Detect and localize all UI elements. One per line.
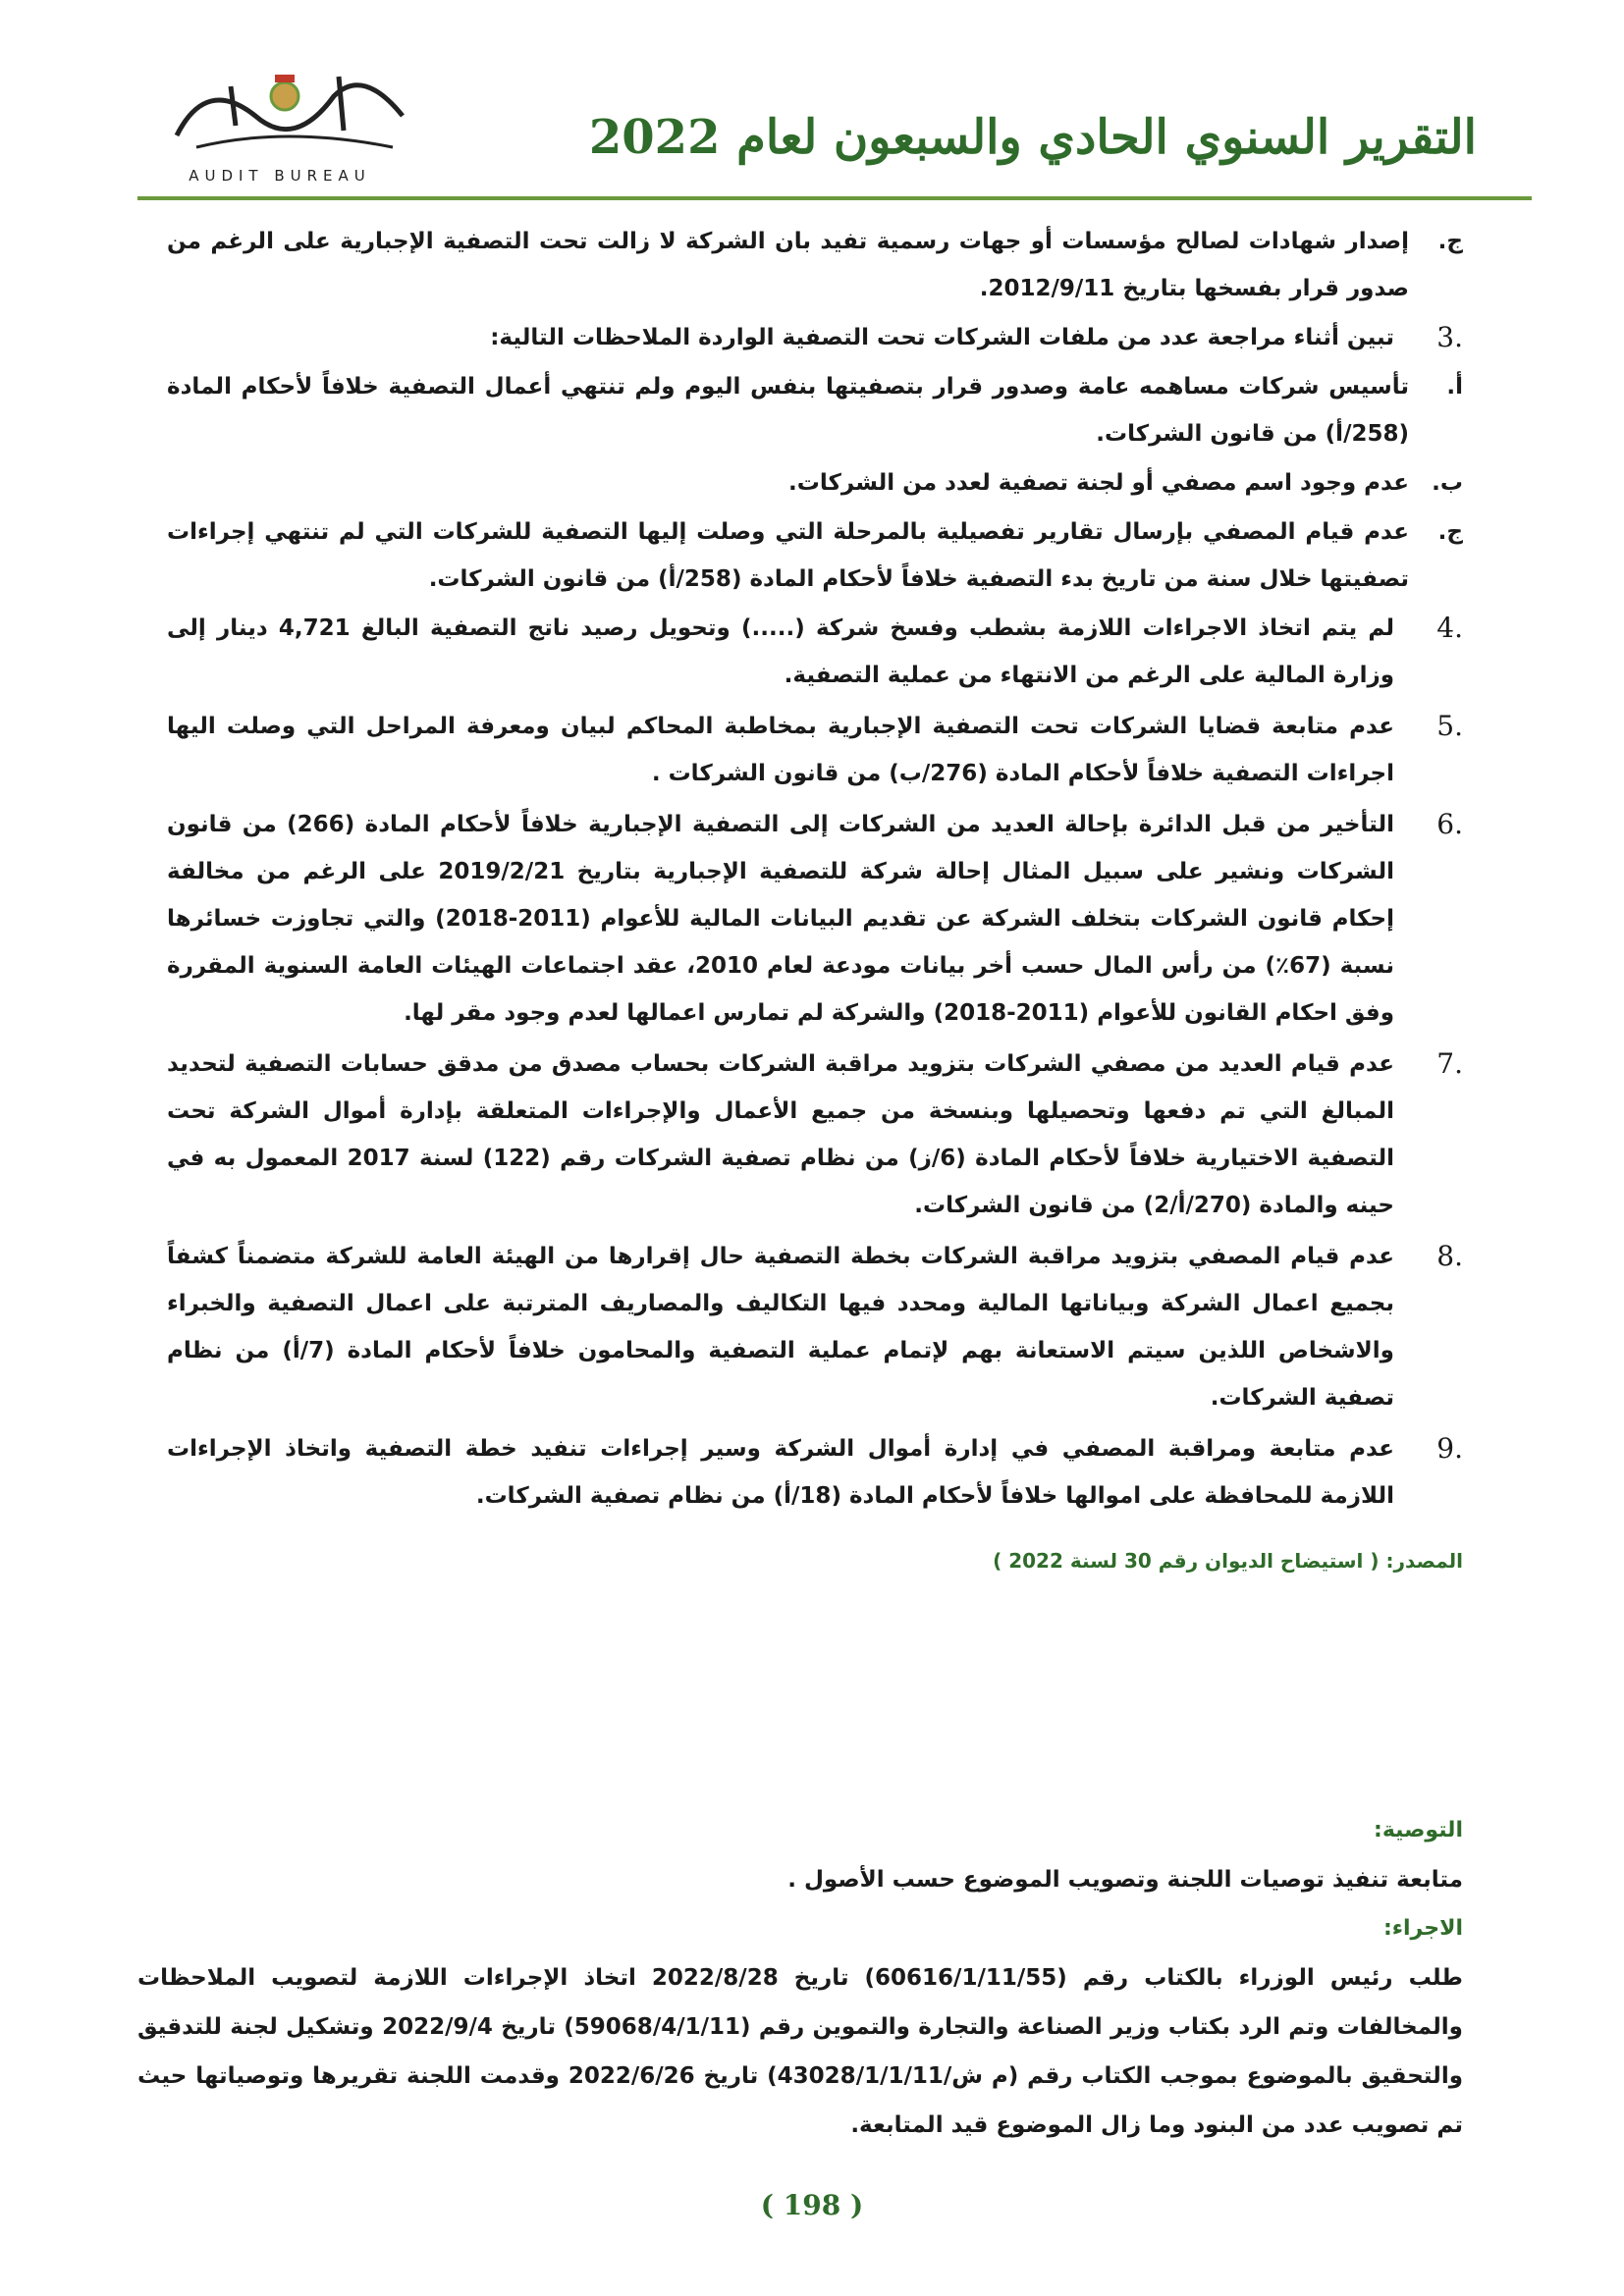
- item-text: إصدار شهادات لصالح مؤسسات أو جهات رسمية تفيد بان الشركة لا زالت تحت التصفية الإجبارية على الرغم من صدور قرار بفسخها بتاريخ 2012/9/11.: [167, 229, 1409, 301]
- item-marker: .7: [1436, 1047, 1463, 1080]
- list-item-4: [167, 605, 1463, 699]
- list-item-3: [167, 314, 1463, 361]
- list-item-9: [167, 1425, 1463, 1520]
- item-text: عدم متابعة قضايا الشركات تحت التصفية الإجبارية بمخاطبة المحاكم لبيان ومعرفة المراحل التي وصلت اليها اجراءات التصفية خلافاً لأحكام المادة (276/ب) من قانون الشركات .: [167, 714, 1394, 786]
- item-text: عدم متابعة ومراقبة المصفي في إدارة أموال الشركة وسير إجراءات تنفيد خطة التصفية واتخاذ الإجراءات اللازمة للمحافظة على اموالها خلافاً لأحكام المادة (18/أ) من نظام تصفية الشركات.: [167, 1436, 1394, 1509]
- recommendation-heading: التوصية:: [1374, 1818, 1463, 1842]
- action-heading: الاجراء:: [1382, 1916, 1463, 1941]
- item-text: عدم قيام المصفي بتزويد مراقبة الشركات بخطة التصفية حال إقرارها من الهيئة العامة للشركة متضمناً كشفاً بجميع اعمال الشركة وبياناتها المالية ومحدد فيها التكاليف والمصاريف المترتبة على اعمال التصفية والخبراء والاشخاص اللذين سيتم الاستعانة بهم لإتمام عملية التصفية والمحامون خلافاً لأحكام المادة (7/أ) من نظام تصفية الشركات.: [167, 1244, 1394, 1411]
- item-marker: .6: [1436, 808, 1463, 840]
- page-number: ( 198 ): [760, 2189, 864, 2221]
- item-marker: .8: [1436, 1240, 1463, 1272]
- subitem-text: عدم قيام المصفي بإرسال تقارير تفصيلية بالمرحلة التي وصلت إليها التصفية للشركات التي لم تنتهي إجراءات تصفيتها خلال سنة من تاريخ بدء التصفية خلافاً لأحكام المادة (258/أ) من قانون الشركات.: [167, 519, 1409, 592]
- subitem-marker: ب.: [1432, 470, 1463, 496]
- item-text: التأخير من قبل الدائرة بإحالة العديد من الشركات إلى التصفية الإجبارية خلافاً لأحكام المادة (266) من قانون الشركات ونشير على سبيل المثال إحالة شركة للتصفية الإجبارية بتاريخ 2019/2/21 على الرغم من مخالفة إحكام قانون الشركات بتخلف الشركة عن تقديم البيانات المالية للأعوام (2011-2018) والتي تجاوزت خسائرها نسبة (67٪) من رأس المال حسب أخر بيانات مودعة لعام 2010، عقد اجتماعات الهيئات العامة السنوية المقررة وفق احكام القانون للأعوام (2011-2018) والشركة لم تمارس اعمالها لعدم وجود مقر لها.: [167, 812, 1394, 1026]
- subitem-text: تأسيس شركات مساهمه عامة وصدور قرار بتصفيتها بنفس اليوم ولم تنتهي أعمال التصفية خلافاً لأحكام المادة (258/أ) من قانون الشركات.: [167, 374, 1409, 447]
- item-marker: .9: [1436, 1432, 1463, 1465]
- list-item-6: [167, 801, 1463, 1037]
- list-subitem: [167, 508, 1463, 603]
- header-divider: [137, 196, 1532, 200]
- subitem-marker: ج.: [1437, 519, 1463, 545]
- list-item-7: [167, 1041, 1463, 1229]
- list-item-5: [167, 703, 1463, 797]
- recommendation-section: [137, 1806, 1463, 2150]
- list-item-8: [167, 1233, 1463, 1421]
- audit-bureau-logo: [137, 57, 432, 204]
- item-marker: .5: [1436, 710, 1463, 742]
- page-header: [0, 0, 1624, 206]
- action-text: طلب رئيس الوزراء بالكتاب رقم (60616/1/11/55) تاريخ 2022/8/28 اتخاذ الإجراءات اللازمة لتصويب الملاحظات والمخالفات وتم الرد بكتاب وزير الصناعة والتجارة والتموين رقم (59068/4/1/11) تاريخ 2022/9/4 وتشكيل لجنة للتدقيق والتحقيق بالموضوع بموجب الكتاب رقم (م ش/43028/1/1/11) تاريخ 2022/6/26 وقدمت اللجنة تقريرها وتوصياتها حيث تم تصويب عدد من البنود وما زال الموضوع قيد المتابعة.: [137, 1965, 1463, 2138]
- item-text: عدم قيام العديد من مصفي الشركات بتزويد مراقبة الشركات بحساب مصدق من مدقق حسابات التصفية لتحديد المبالغ التي تم دفعها وتحصيلها وبنسخة من جميع الأعمال والإجراءات المتعلقة بإدارة أموال الشركة تحت التصفية الاختيارية خلافاً لأحكام المادة (6/ز) من نظام تصفية الشركات رقم (122) لسنة 2017 المعمول به في حينه والمادة (270/أ/2) من قانون الشركات.: [167, 1051, 1394, 1218]
- item-text: لم يتم اتخاذ الاجراءات اللازمة بشطب وفسخ شركة (.....) وتحويل رصيد ناتج التصفية البالغ 4,721 دينار إلى وزارة المالية على الرغم من الانتهاء من عملية التصفية.: [167, 615, 1394, 688]
- report-body: [167, 218, 1463, 1584]
- item-text: تبين أثناء مراجعة عدد من ملفات الشركات تحت التصفية الواردة الملاحظات التالية:: [490, 325, 1394, 350]
- item-marker: .4: [1436, 612, 1463, 644]
- recommendation-text: متابعة تنفيذ توصيات اللجنة وتصويب الموضوع حسب الأصول .: [787, 1867, 1463, 1893]
- list-subitem: [167, 363, 1463, 457]
- logo-subtitle: AUDIT BUREAU: [189, 167, 371, 185]
- source-note: المصدر: ( استيضاح الديوان رقم 30 لسنة 2022 ): [993, 1549, 1463, 1573]
- subitem-marker: أ.: [1446, 374, 1463, 400]
- list-subitem: [167, 459, 1463, 507]
- subitem-text: عدم وجود اسم مصفي أو لجنة تصفية لعدد من الشركات.: [788, 470, 1409, 496]
- logo-emblem-icon: [137, 57, 432, 165]
- list-item: [167, 218, 1463, 312]
- item-marker: .3: [1436, 321, 1463, 353]
- report-title: التقرير السنوي الحادي والسبعون لعام 2022: [588, 110, 1477, 165]
- item-marker: ج.: [1437, 229, 1463, 254]
